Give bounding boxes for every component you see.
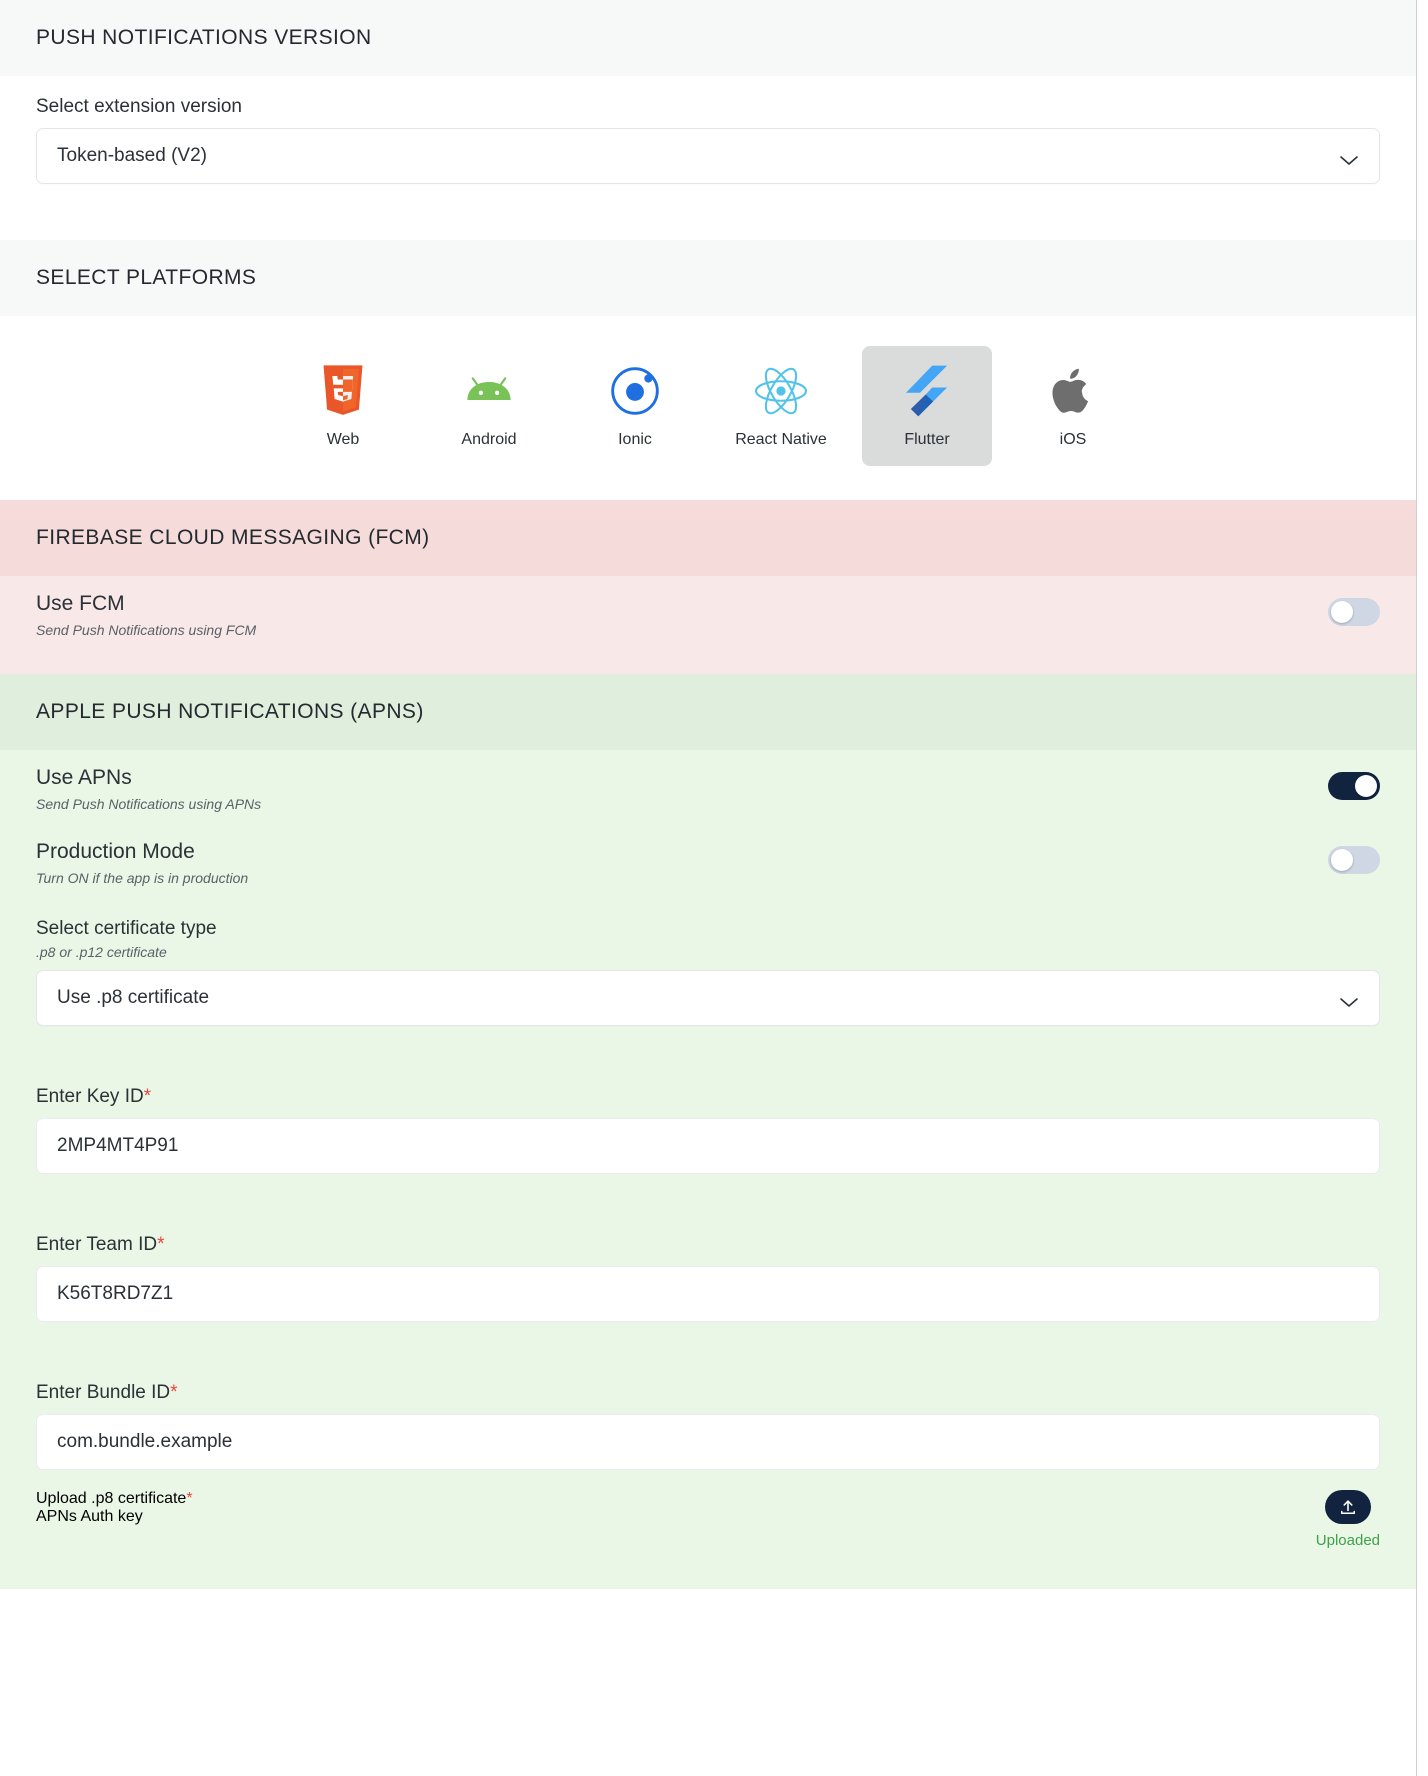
apns-section-header: APPLE PUSH NOTIFICATIONS (APNS)	[0, 674, 1416, 750]
key-id-value: 2MP4MT4P91	[57, 1135, 179, 1156]
bundle-id-input[interactable]	[36, 1414, 1380, 1470]
version-section-header: PUSH NOTIFICATIONS VERSION	[0, 0, 1416, 76]
upload-icon	[1338, 1497, 1358, 1517]
platform-label: iOS	[1059, 431, 1087, 448]
required-marker: *	[143, 1086, 152, 1107]
upload-certificate-row	[0, 1470, 1416, 1589]
production-mode-text	[36, 840, 248, 886]
use-apns-title: Use APNs	[36, 766, 132, 789]
platform-item-ionic[interactable]	[570, 346, 700, 466]
use-apns-toggle[interactable]	[1328, 772, 1380, 800]
bundle-id-value: com.bundle.example	[57, 1431, 233, 1452]
platform-label: Web	[326, 431, 360, 448]
platform-label: React Native	[735, 431, 827, 448]
certificate-type-select[interactable]	[36, 970, 1380, 1026]
team-id-label-text: Enter Team ID	[36, 1234, 158, 1255]
apns-section	[0, 674, 1416, 1589]
toggle-knob	[1331, 849, 1353, 871]
react-icon	[753, 363, 809, 419]
upload-certificate-subtitle: APNs Auth key	[36, 1508, 143, 1525]
version-section	[0, 0, 1416, 240]
platform-list	[0, 316, 1416, 500]
platforms-section	[0, 240, 1416, 500]
production-mode-row	[0, 824, 1416, 898]
right-edge-rail	[1416, 0, 1428, 1776]
platform-label: Ionic	[618, 431, 652, 448]
chevron-down-icon	[1339, 992, 1359, 1004]
upload-status: Uploaded	[1315, 1532, 1380, 1549]
platform-item-ios[interactable]	[1008, 346, 1138, 466]
platform-label: Android	[461, 431, 517, 448]
extension-version-label: Select extension version	[36, 96, 242, 117]
certificate-type-value: Use .p8 certificate	[57, 987, 210, 1008]
bundle-id-label	[36, 1382, 1380, 1404]
team-id-label	[36, 1234, 1380, 1256]
key-id-input[interactable]	[36, 1118, 1380, 1174]
team-id-value: K56T8RD7Z1	[57, 1283, 174, 1304]
use-apns-row	[0, 750, 1416, 824]
required-marker: *	[170, 1382, 178, 1403]
use-fcm-toggle[interactable]	[1328, 598, 1380, 626]
chevron-down-icon	[1339, 150, 1359, 162]
use-fcm-subtitle: Send Push Notifications using FCM	[36, 622, 257, 638]
use-apns-subtitle: Send Push Notifications using APNs	[36, 796, 262, 812]
bundle-id-label-text: Enter Bundle ID	[36, 1382, 171, 1403]
upload-certificate-text	[36, 1490, 193, 1526]
use-apns-text	[36, 766, 261, 812]
upload-button[interactable]	[1325, 1490, 1371, 1524]
key-id-label-text: Enter Key ID	[36, 1086, 144, 1107]
required-marker: *	[157, 1234, 165, 1255]
ionic-icon	[610, 363, 660, 419]
production-mode-title: Production Mode	[36, 840, 195, 863]
html5-icon	[320, 363, 366, 419]
platforms-section-header: SELECT PLATFORMS	[0, 240, 1416, 316]
required-marker: *	[186, 1490, 193, 1507]
use-fcm-row	[0, 576, 1416, 650]
platform-label: Flutter	[904, 431, 950, 448]
fcm-section-header: FIREBASE CLOUD MESSAGING (FCM)	[0, 500, 1416, 576]
use-fcm-title: Use FCM	[36, 592, 125, 615]
version-section-body	[0, 96, 1416, 240]
certificate-type-subtitle: .p8 or .p12 certificate	[36, 944, 167, 960]
key-id-label	[36, 1086, 1380, 1108]
android-icon	[462, 363, 516, 419]
flutter-icon	[906, 363, 948, 419]
toggle-knob	[1355, 775, 1377, 797]
certificate-type-label	[36, 918, 1380, 960]
platform-item-react-native[interactable]	[716, 346, 846, 466]
production-mode-subtitle: Turn ON if the app is in production	[36, 870, 249, 886]
toggle-knob	[1331, 601, 1353, 623]
platform-item-flutter[interactable]	[862, 346, 992, 466]
platform-item-android[interactable]	[424, 346, 554, 466]
upload-certificate-control	[1316, 1490, 1380, 1549]
use-fcm-text	[36, 592, 256, 638]
apple-icon	[1051, 363, 1095, 419]
platform-item-web[interactable]	[278, 346, 408, 466]
fcm-section	[0, 500, 1416, 674]
production-mode-toggle[interactable]	[1328, 846, 1380, 874]
certificate-type-label-text: Select certificate type	[36, 918, 217, 939]
upload-certificate-label-text: Upload .p8 certificate	[36, 1490, 187, 1507]
upload-certificate-label	[36, 1490, 193, 1508]
team-id-input[interactable]	[36, 1266, 1380, 1322]
apns-fields	[0, 918, 1416, 1470]
extension-version-select[interactable]	[36, 128, 1380, 184]
extension-version-value: Token-based (V2)	[57, 145, 207, 166]
